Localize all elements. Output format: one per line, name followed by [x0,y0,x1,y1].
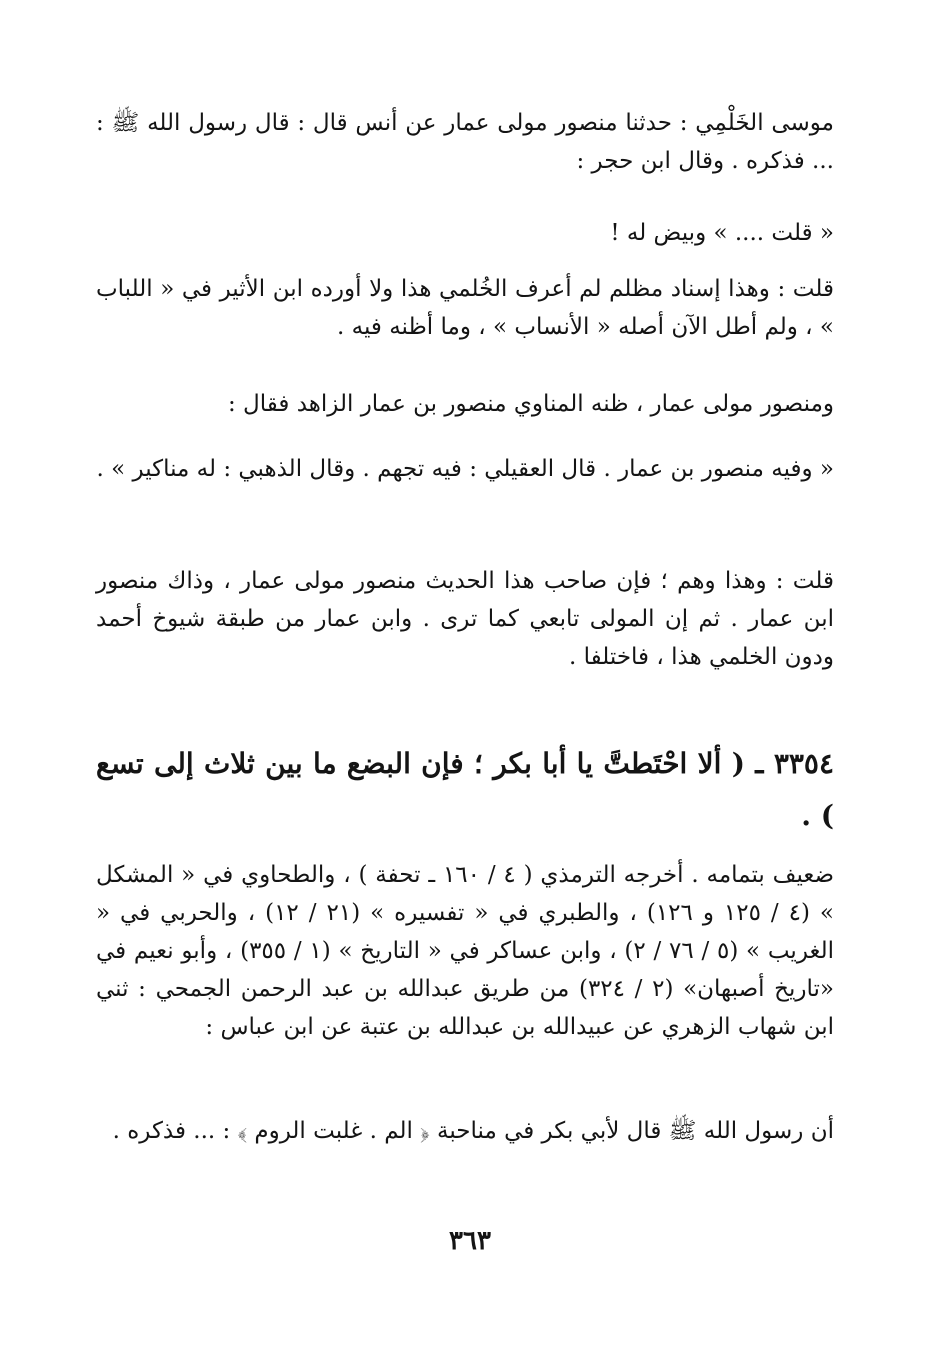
page-number: ٣٦٣ [449,1226,491,1256]
paragraph-hadith-text: أن رسول الله ﷺ قال لأبي بكر في مناحبة ﴿ الم . غلبت الروم ﴾ : ... فذكره . [112,1118,834,1144]
paragraph-isnad-intro: موسى الخَلْمِي : حدثنا منصور مولى عمار عن أنس قال : قال رسول الله ﷺ : ... فذكره . وقال ابن حجر : [96,110,834,174]
paragraph-isnad-comment: قلت : وهذا إسناد مظلم لم أعرف الخُلمي هذا ولا أورده ابن الأثير في « اللباب » ، ولم أطل الآن أصله « الأنساب » ، وما أظنه فيه . [96,276,834,340]
paragraph-ibn-hajar-quote: « قلت .... » وبيض له ! [610,220,834,246]
paragraph-munawi-quote: « وفيه منصور بن عمار . قال العقيلي : فيه تجهم . وقال الذهبي : له مناكير » . [96,456,834,482]
paragraph-author-correction: قلت : وهذا وهم ؛ فإن صاحب هذا الحديث منصور مولى عمار ، وذاك منصور ابن عمار . ثم إن المولى تابعي كما ترى . وابن عمار من طبقة شيوخ أحمد ودون الخلمي هذا ، فاختلفا . [96,568,834,670]
hadith-heading: ٣٣٥٤ ـ ( ألا احْتَطتَّ يا أبا بكر ؛ فإن البضع ما بين ثلاث إلى تسع ) . [96,747,834,832]
paragraph-munawi-note: ومنصور مولى عمار ، ظنه المناوي منصور بن عمار الزاهد فقال : [227,391,834,417]
paragraph-takhrij: ضعيف بتمامه . أخرجه الترمذي ( ٤ / ١٦٠ ـ تحفة ) ، والطحاوي في « المشكل » (٤ / ١٢٥ و ١٢٦) ، والطبري في « تفسيره » (٢١ / ١٢) ، والحربي في « الغريب » (٥ / ٧٦ / ٢) ، وابن عساكر في « التاريخ » (١ / ٣٥٥) ، وأبو نعيم في «تاريخ أصبهان» (٢ / ٣٢٤) من طريق عبدالله بن عبد الرحمن الجمحي : ثني ابن شهاب الزهري عن عبيدالله بن عبدالله بن عتبة عن ابن عباس : [96,862,835,1040]
